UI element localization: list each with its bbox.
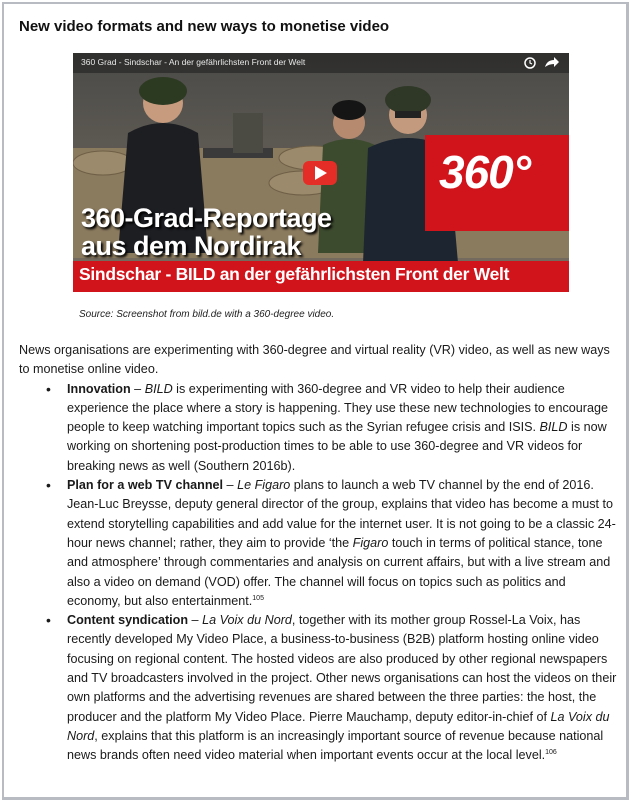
footnote-ref: 106 bbox=[545, 749, 557, 757]
item-text-run: is now working on shortening post-production times to be able to use 360-degree and VR videos for breaking news as well (Southern 2016b). bbox=[67, 420, 607, 473]
item-heading: Innovation bbox=[67, 381, 131, 396]
item-text-run: La Voix du Nord bbox=[67, 709, 610, 743]
list-item-text bbox=[67, 478, 616, 608]
item-text-run: La Voix du Nord bbox=[202, 613, 292, 628]
item-text-run: touch in terms of political stance, tone and atmosphere’ through commentaries and analysis on current affairs, but with a live stream and also a video on demand (VOD) offer. The channel will focus on topics such as politics and economy, but also entertainment. bbox=[67, 535, 611, 608]
bullet-marker: • bbox=[46, 477, 51, 494]
intro-paragraph: News organisations are experimenting with 360-degree and virtual reality (VR) video, as well as new ways to monetise online video. bbox=[19, 343, 610, 377]
item-text-run: – bbox=[188, 613, 203, 628]
figure-caption: Source: Screenshot from bild.de with a 360-degree video. bbox=[79, 309, 335, 320]
list-item bbox=[19, 476, 619, 611]
item-text-run: plans to launch a web TV channel by the end of 2016. Jean-Luc Breysse, deputy general director of the group, explains that video has become a must to extend storytelling capabilities and add value for the internet user. It is not going to be a classic 24-hour news channel; rather, they aim to provide ‘the bbox=[67, 478, 616, 550]
body-text bbox=[19, 341, 619, 766]
item-heading: Plan for a web TV channel bbox=[67, 478, 224, 493]
item-heading: Content syndication bbox=[67, 613, 189, 628]
item-text-run: Figaro bbox=[352, 535, 389, 550]
list-item bbox=[19, 611, 619, 765]
bullet-marker: • bbox=[46, 612, 51, 629]
video-headline-line1: 360-Grad-Reportage bbox=[81, 203, 332, 233]
item-text-run: , explains that this platform is an increasingly important source of revenue because national news brands often need video material when important events occur at the local level. bbox=[67, 728, 604, 763]
video-headline-line2: aus dem Nordirak bbox=[81, 231, 302, 261]
box-title: New video formats and new ways to monetise video bbox=[19, 18, 390, 35]
item-text-run: BILD bbox=[144, 381, 173, 396]
list-item-text bbox=[67, 613, 616, 762]
360-badge-text: 360° bbox=[439, 146, 531, 198]
list-item bbox=[19, 380, 619, 476]
item-text-run: , together with its mother group Rossel-La Voix, has recently developed My Video Place, a business-to-business (B2B) platform hosting online video focusing on regional content. The hosted videos are also produced by other regional newspapers and TV broadcasters involved in the project. Other news organisations can host the videos on their own platforms and the advertising revenues are shared between the three parties: the host, the producer and the platform My Video Place. Pierre Mauchamp, deputy editor-in-chief of bbox=[67, 613, 617, 724]
info-box bbox=[2, 2, 629, 800]
item-text-run: Le Figaro bbox=[237, 478, 291, 493]
bullet-marker: • bbox=[46, 380, 51, 397]
list-item-text bbox=[67, 382, 608, 473]
item-text-run: BILD bbox=[539, 420, 568, 435]
footnote-ref: 105 bbox=[252, 594, 264, 602]
item-text-run: is experimenting with 360-degree and VR video to help their audience experience the place where a story is happening. They use these new technologies to encourage people to keep watching important topics such as the Syrian refugee crisis and ISIS. bbox=[67, 381, 608, 435]
item-text-run: – bbox=[223, 478, 238, 493]
video-thumbnail[interactable] bbox=[73, 53, 569, 292]
item-text-run: – bbox=[130, 381, 145, 396]
bullet-list bbox=[19, 380, 619, 766]
video-banner-text: Sindschar - BILD an der gefährlichsten Front der Welt bbox=[79, 264, 510, 284]
video-channel-title[interactable]: 360 Grad - Sindschar - An der gefährlichsten Front der Welt bbox=[81, 57, 306, 67]
